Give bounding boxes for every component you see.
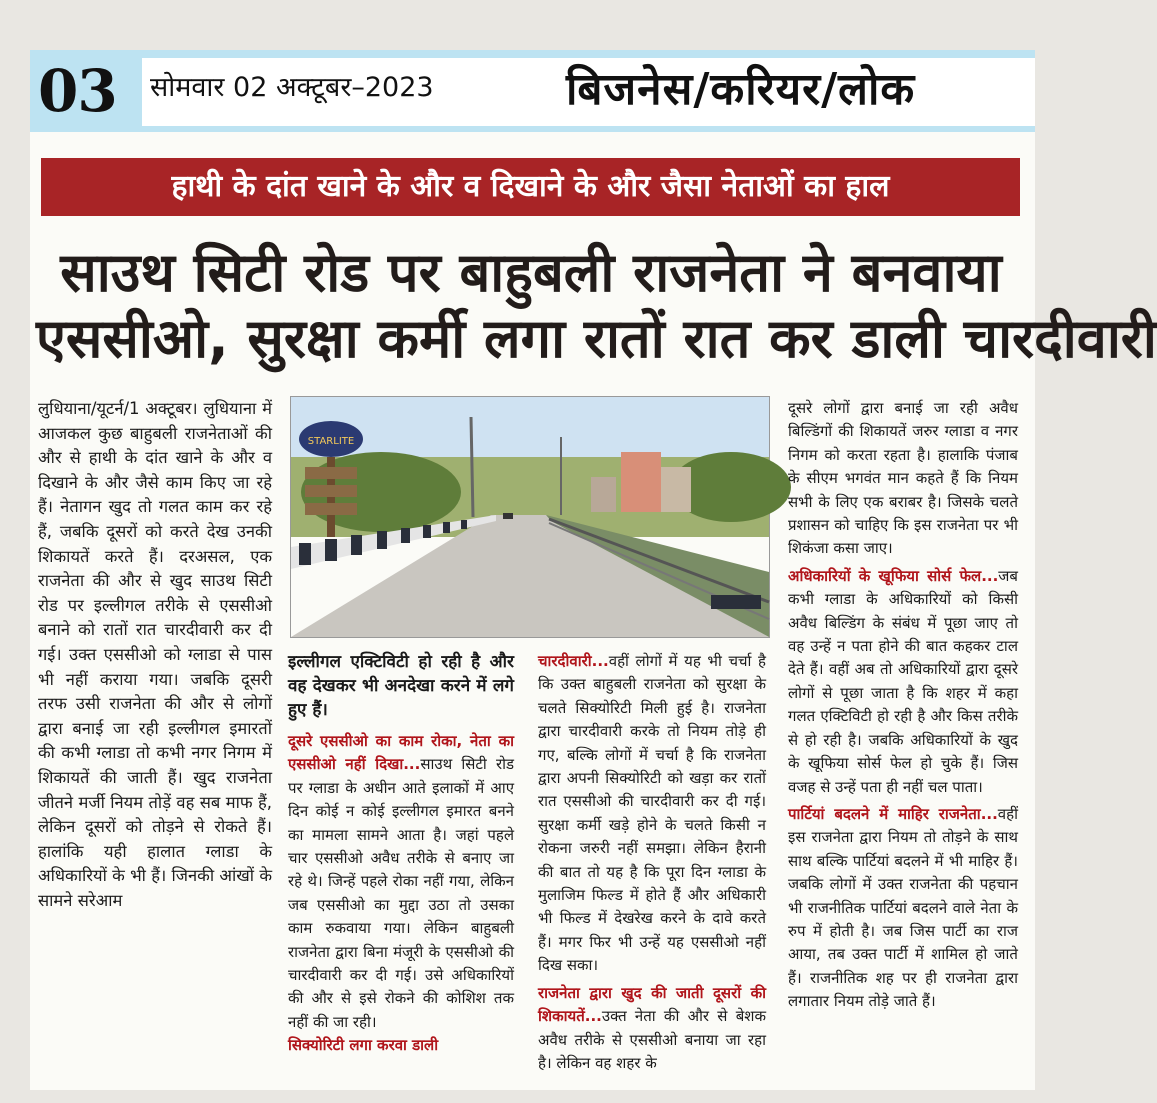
news-photo xyxy=(290,396,770,638)
issue-date: सोमवार 02 अक्टूबर–2023 xyxy=(150,72,434,103)
article-text: इल्लीगल एक्टिविटी हो रही है और वह देखकर भी अनदेखा करने में लगे हुए हैं। xyxy=(288,652,514,720)
article-column-3 xyxy=(538,650,766,1090)
article-text: साउथ सिटी रोड पर ग्लाडा के अधीन आते इलाकों में आए दिन कोई न कोई इल्लीगल इमारत बनने का मामला सामने आता है। जहां पहले चार एससीओ अवैध तरीके से बनाए जा रहे थे। जिन्हें पहले रोका नहीं गया, लेकिन जब एससीओ का मुद्दा उठा तो उसका काम रुकवाया गया। लेकिन बाहुबली राजनेता द्वारा बिना मंजूरी के एससीओ की चारदीवारी कर दी गई। उसे अधिकारियों की और से इसे रोकने की कोशिश तक नहीं की जा रही। xyxy=(288,755,514,1031)
subheading: पार्टियां बदलने में माहिर राजनेता... xyxy=(788,804,998,823)
subheading: दूसरे एससीओ का काम रोका, नेता का एससीओ नहीं दिखा... xyxy=(288,732,514,774)
headline xyxy=(36,240,1157,372)
subheading: राजनेता द्वारा खुद की जाती दूसरों की शिकायतें... xyxy=(538,983,766,1026)
article-text: उक्त नेता की और से बेशक अवैध तरीके से एससीओ बनाया जा रहा है। लेकिन वह शहर के xyxy=(538,1007,766,1072)
photo-sign-text: STARLITE xyxy=(307,436,355,447)
headline-line-2: एससीओ, सुरक्षा कर्मी लगा रातों रात कर डाली चारदीवारी xyxy=(36,307,1157,370)
article-text: वहीं लोगों में यह भी चर्चा है कि उक्त बाहुबली राजनेता को सुरक्षा के चलते सिक्योरिटी मिली हुई है। राजनेता द्वारा चारदीवारी करके तो नियम तोड़े ही गए, बल्कि लोगों में चर्चा है कि राजनेता द्वारा अपनी सिक्योरिटी को खड़ा कर रातों रात एससीओ की चारदीवारी कर दी गई। सुरक्षा कर्मी खड़े होने के चलते किसी न रोकना जरुरी नहीं समझा। लेकिन हैरानी की बात तो यह है कि पूरा दिन ग्लाडा के मुलाजिम फिल्ड में होते हैं और अधिकारी भी फिल्ड में देखरेख करने के दावे करते हैं। मगर फिर भी उन्हें यह एससीओ नहीं दिख सका। xyxy=(538,652,766,975)
article-text: दूसरे लोगों द्वारा बनाई जा रही अवैध बिल्डिंगों की शिकायतें जरुर ग्लाडा व नगर निगम को करता रहता है। हालाकि पंजाब के सीएम भगवंत मान कहते हैं कि नियम सभी के लिए एक बराबर है। जिसके चलते प्रशासन को चाहिए कि इस राजनेता पर भी शिकंजा कसा जाए। xyxy=(788,399,1018,558)
kicker-banner: हाथी के दांत खाने के और व दिखाने के और जैसा नेताओं का हाल xyxy=(41,158,1020,216)
article-column-1 xyxy=(38,397,272,1087)
road-photo-illustration xyxy=(291,397,769,637)
section-title: बिजनेस/करियर/लोक xyxy=(566,64,916,115)
subheading: चारदीवारी... xyxy=(538,652,609,670)
subheading: अधिकारियों के खूफिया सोर्स फेल... xyxy=(788,566,999,585)
article-text: वहीं इस राजनेता द्वारा नियम तो तोड़ने के साथ साथ बल्कि पार्टियां बदलने में भी माहिर हैं। जबकि लोगों में उक्त राजनेता की पहचान भी राजनीतिक पार्टियां बदलने वाले नेता के रुप में होती है। जब जिस पार्टी का राज आया, तब उक्त पार्टी में शामिल हो जाते हैं। राजनीतिक शह पर ही राजनेता द्वारा लगातार नियम तोड़े जाते हैं। xyxy=(788,804,1018,1011)
article-text: जब कभी ग्लाडा के अधिकारियों को किसी अवैध बिल्डिंग के संबंध में पूछा जाए तो वह उन्हें न पता होने की बात कहकर टाल देते हैं। वहीं अब तो अधिकारियों द्वारा दूसरे लोगों से पूछा जाता है कि शहर में कहा गलत एक्टिविटी हो रही है और किस तरीके से हो रही है। जबकि अधिकारियों के खुद के खूफिया सोर्स फेल हो चुके हैं। जिस वजह से उन्हें पता ही नहीं चल पाता। xyxy=(788,566,1018,796)
article-text: लुधियाना/यूटर्न/1 अक्टूबर। लुधियाना में आजकल कुछ बाहुबली राजनेताओं की और से हाथी के दांत खाने के और व दिखाने के और जैसे काम किए जा रहे हैं। नेतागन खुद तो गलत काम कर रहे हैं, जबकि दूसरों को करते देख उनकी शिकायतें करते हैं। दरअसल, एक राजनेता की और से खुद साउथ सिटी रोड पर इल्लीगल तरीके से एससीओ बनाने को रातों रात चारदीवारी कर दी गई। उक्त एससीओ को ग्लाडा से पास भी नहीं कराया गया। जबकि दूसरी तरफ उसी राजनेता की और से लोगों द्वारा बनाई जा रही इल्लीगल इमारतों की कभी ग्लाडा तो कभी नगर निगम में शिकायतें की जाती हैं। खुद राजनेता जीतने मर्जी नियम तोड़ें वह सब माफ हैं, लेकिन दूसरों को तोड़ने से रोकते हैं। हालांकि यही हालात ग्लाडा के अधिकारियों के भी हैं। जिनकी आंखों के सामने सरेआम xyxy=(38,399,272,910)
subheading: सिक्योरिटी लगा करवा डाली xyxy=(288,1036,439,1055)
article-column-4 xyxy=(788,397,1018,1087)
headline-line-1: साउथ सिटी रोड पर बाहुबली राजनेता ने बनवाया xyxy=(60,241,1002,304)
article-column-2 xyxy=(288,650,514,1090)
page-number: 03 xyxy=(38,57,117,125)
